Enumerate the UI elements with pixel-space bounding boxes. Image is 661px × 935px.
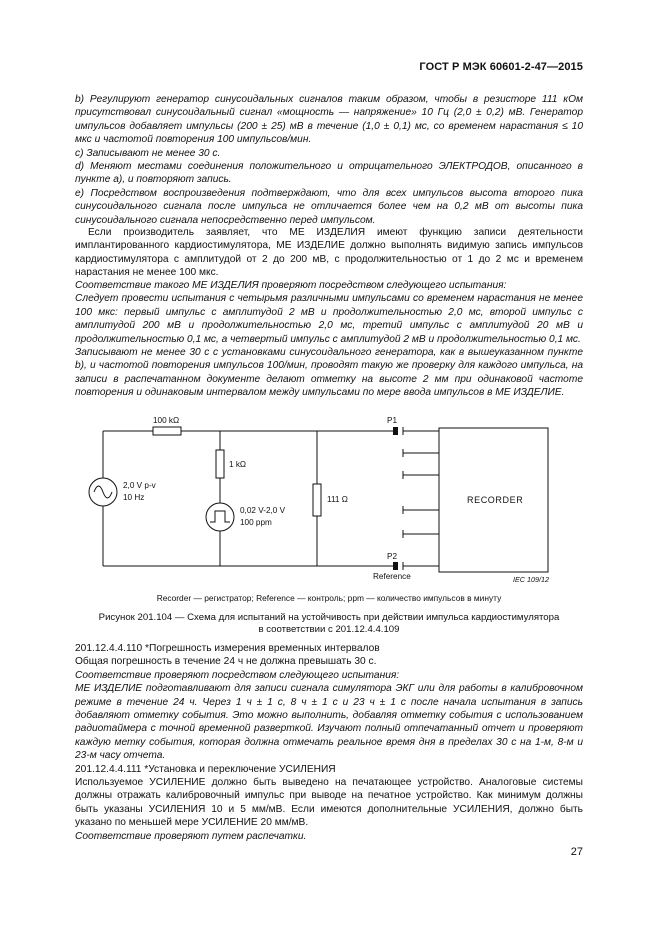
- label-p1: P1: [387, 416, 398, 425]
- label-r2: 1 kΩ: [229, 460, 247, 469]
- figure-legend: Recorder — регистратор; Reference — контроль; ppm — количество импульсов в минуту: [156, 593, 502, 603]
- label-pulse-amplitude: 0,02 V-2,0 V: [240, 506, 286, 515]
- clause-111-requirement: Используемое УСИЛЕНИЕ должно быть выведено на печатающее устройство. Аналоговые системы должны отражать калибровочный импульс при выводе на печатное устройство. Как минимум должны быть указаны УСИЛЕНИЯ 10 и 5 мм/мВ. Если имеются дополнительные УСИЛЕНИЯ, должно быть указано по меньшей мере УСИЛЕНИЕ 20 мм/мВ.: [75, 777, 583, 829]
- test-circuit-diagram: [0, 390, 661, 590]
- terminal-p2: [393, 562, 398, 570]
- step-d: d) Меняют местами соединения положительного и отрицательного ЭЛЕКТРОДОВ, описанного в пункте a), и повторяют запись.: [75, 161, 583, 186]
- clause-111-heading: 201.12.4.4.111 *Установка и переключение УСИЛЕНИЯ: [75, 763, 336, 775]
- requirement-paragraph: Если производитель заявляет, что МЕ ИЗДЕЛИЯ имеют функцию записи деятельности имплантированного кардиостимулятора, МЕ ИЗДЕЛИЕ должно выполнять видимую запись импульсов кардиостимулятора с амплитудой от 2 до 200 мВ, с продолжительностью от 1 до 2 мс и временем нарастания не менее 100 мкс.: [75, 227, 583, 279]
- page-number: 27: [570, 846, 583, 858]
- clause-110-test: МЕ ИЗДЕЛИЕ подготавливают для записи сигнала симулятора ЭКГ или для работы в калибровочном режиме в течение 24 ч. Через 1 ч ± 1 с, 8 ч ± 1 с и 23 ч ± 1 с после начала испытания в запись добавляют отметку события. Это можно выполнить, добавляя отметку события с использованием радиотаймера с точной временной разверткой. Изучают полный отпечатанный отчет и проверяют каждую метку события, которая должна отмечать реальное время дня в пределах 30 с на 1-м, 8-м и 23-м часу отчета.: [75, 683, 583, 762]
- resistor-100k: [153, 427, 181, 435]
- step-b: b) Регулируют генератор синусоидальных сигналов таким образом, чтобы в резисторе 111 кОм присутствовал синусоидальный сигнал «мощность — напряжение» 10 Гц (2,0 ± 0,2) мВ. Генератор импульсов добавляет импульсы (200 ± 25) мВ в течение (1,0 ± 0,1) мс, со временем нарастания ≤ 10 мкс и частотой повторения 100 импульсов/мин.: [75, 94, 583, 146]
- terminal-p1: [393, 427, 398, 435]
- record-paragraph: Записывают не менее 30 с с установками синусоидального генератора, как в вышеуказанном пункте b), и частотой повторения импульсов 100/мин, проводят такую же проверку для каждого импульса, на записи в распечатанном документе делают отметку на высоте 2 мм при одинаковой частоте повторения и одинаковым интервалом между импульсами по мере ввода импульсов в МЕ ИЗДЕЛИЕ.: [75, 347, 583, 399]
- label-reference: Reference: [373, 572, 411, 581]
- pulse-symbol: [210, 511, 230, 522]
- label-p2: P2: [387, 552, 398, 561]
- page-header-standard: ГОСТ Р МЭК 60601-2-47—2015: [419, 61, 583, 73]
- label-r1: 100 kΩ: [153, 416, 180, 425]
- test-steps-block: [75, 93, 583, 227]
- clause-110-heading: 201.12.4.4.110 *Погрешность измерения временных интервалов: [75, 643, 380, 654]
- label-iec-ref: IEC 109/12: [513, 575, 549, 584]
- resistor-1k: [216, 450, 224, 478]
- caption-line-1: Рисунок 201.104 — Схема для испытаний на устойчивость при действии импульса кардиостимулятора: [98, 612, 560, 623]
- clause-110-111-block: [75, 642, 583, 843]
- resistor-111: [313, 484, 321, 516]
- four-pulses-paragraph: Следует провести испытания с четырьмя различными импульсами со временем нарастания не менее 100 мкс: первый импульс с амплитудой 2 мВ и продолжительностью 2,0 мс, второй импульс с амплитудой 200 мВ и продолжительностью 2,0 мс, третий импульс с амплитудой 20 мВ и продолжительностью 0,1 мс, а четвертый импульс с амплитудой 2 мВ и продолжительностью 0,1 мс.: [75, 293, 583, 345]
- figure-caption: [75, 612, 583, 636]
- pacemaker-requirement: [75, 226, 583, 280]
- clause-110-requirement: Общая погрешность в течение 24 ч не должна превышать 30 с.: [75, 656, 377, 668]
- label-pulse-rate: 100 ppm: [240, 518, 272, 527]
- pulse-source-circle: [206, 503, 234, 531]
- step-c: c) Записывают не менее 30 с.: [75, 147, 221, 159]
- label-sine-frequency: 10 Hz: [123, 493, 145, 502]
- clause-110-compliance: Соответствие проверяют посредством следующего испытания:: [75, 669, 400, 681]
- sine-wave-symbol: [94, 486, 112, 498]
- clause-111-compliance: Соответствие проверяют путем распечатки.: [75, 830, 307, 842]
- caption-line-2: в соответствии с 201.12.4.4.109: [258, 624, 400, 635]
- compliance-intro: Соответствие такого МЕ ИЗДЕЛИЯ проверяют посредством следующего испытания:: [75, 280, 507, 291]
- label-r3: 111 Ω: [327, 495, 348, 504]
- label-sine-amplitude: 2,0 V p-v: [123, 481, 156, 490]
- step-e: e) Посредством воспроизведения подтверждают, что для всех импульсов высота второго пика синусоидального сигнала после импульса не отличается более чем на 0,2 мВ от высоты пика синусоидального сигнала непосредственно перед импульсом.: [75, 187, 583, 226]
- compliance-test-block: [75, 279, 583, 400]
- label-recorder: RECORDER: [467, 495, 524, 505]
